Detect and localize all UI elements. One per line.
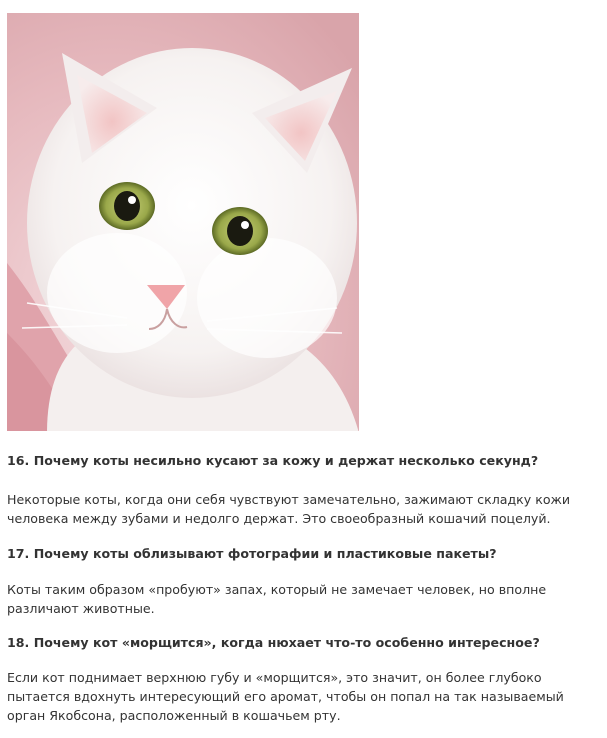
answer-18-paragraph: Если кот поднимает верхнюю губу и «морщится», это значит, он более глубоко пытается вдохнуть интересующий его аромат, чтобы он попал на так называемый орган Якобсона, расположенный в кошачьем рту.	[7, 670, 564, 723]
question-18-heading: 18. Почему кот «морщится», когда нюхает что-то особенно интересное?	[7, 635, 540, 650]
cat-illustration	[7, 13, 359, 431]
cat-photo	[7, 13, 359, 431]
question-17-heading: 17. Почему коты облизывают фотографии и пластиковые пакеты?	[7, 546, 497, 561]
answer-16-paragraph: Некоторые коты, когда они себя чувствуют замечательно, зажимают складку кожи человека между зубами и недолго держат. Это своеобразный кошачий поцелуй.	[7, 492, 571, 526]
article-text	[7, 452, 602, 725]
question-16-heading: 16. Почему коты несильно кусают за кожу и держат несколько секунд?	[7, 453, 539, 468]
answer-17-paragraph: Коты таким образом «пробуют» запах, который не замечает человек, но вполне различают животные.	[7, 582, 547, 616]
